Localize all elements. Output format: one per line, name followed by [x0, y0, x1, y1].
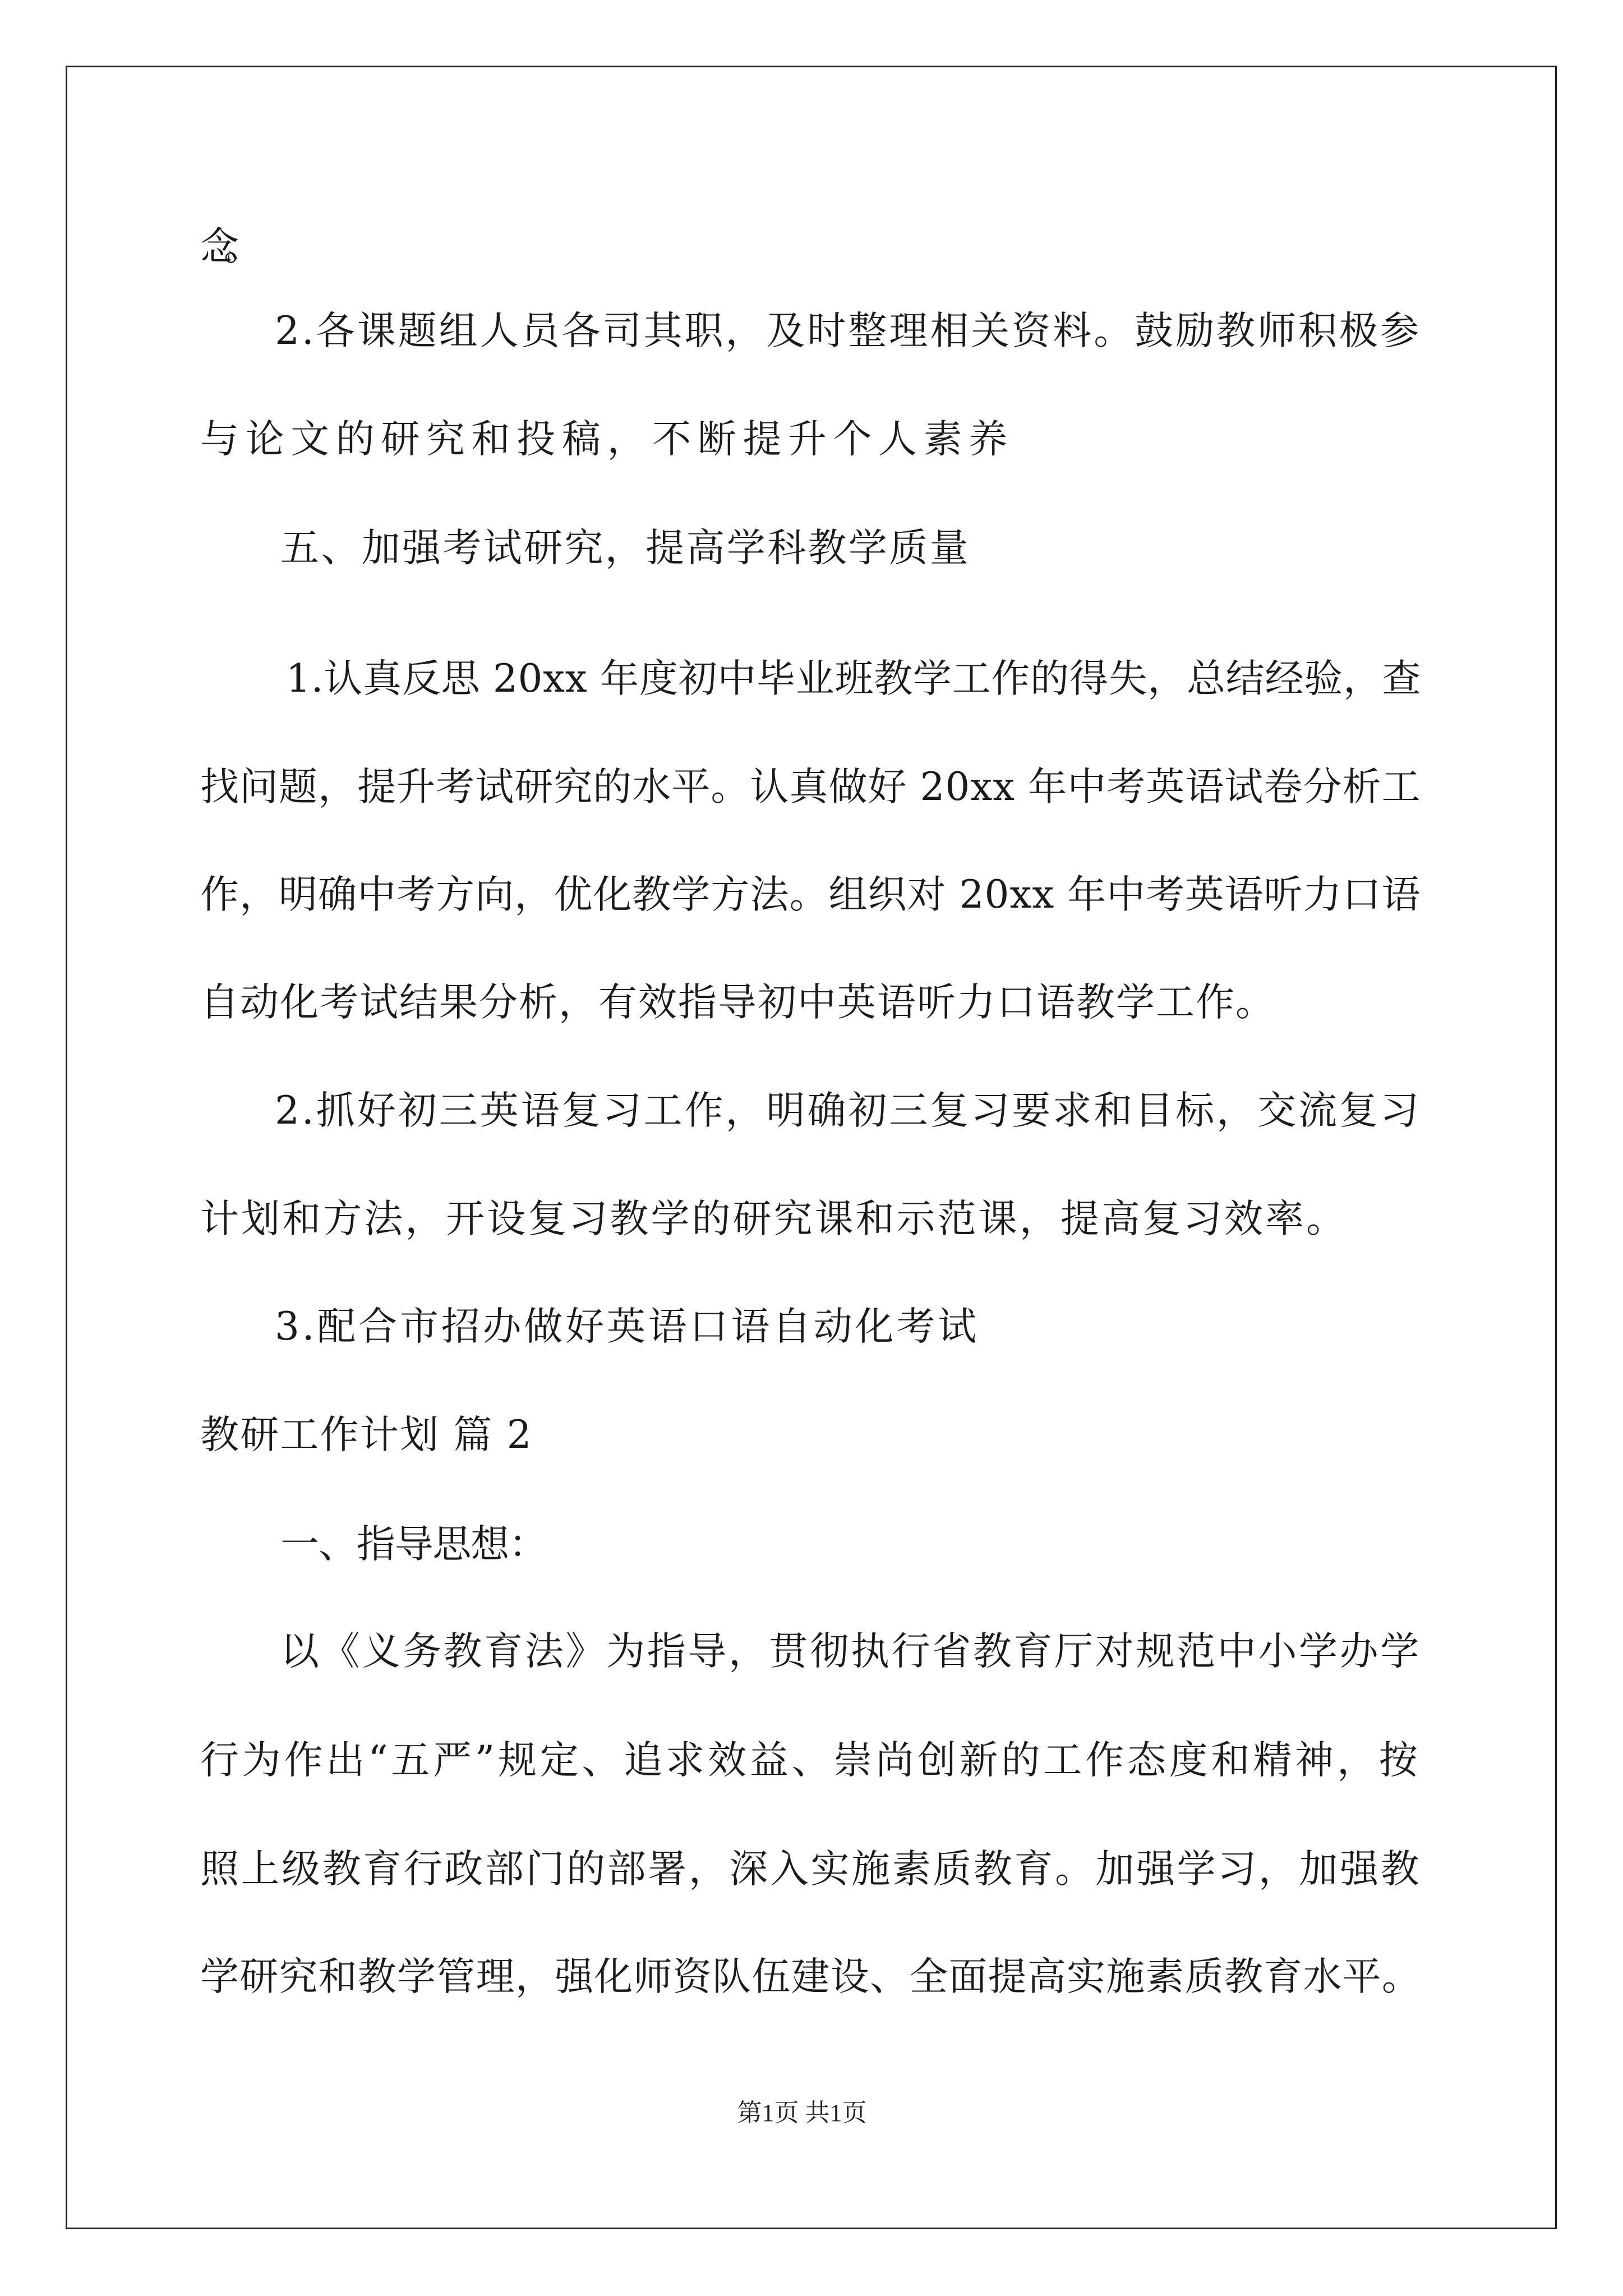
paragraph-line: 2.各课题组人员各司其职，及时整理相关资料。鼓励教师积极参: [275, 309, 1421, 353]
paragraph-line: 2.抓好初三英语复习工作，明确初三复习要求和目标，交流复习: [275, 1088, 1421, 1133]
paragraph-line: 与论文的研究和投稿，不断提升个人素养: [200, 417, 1014, 462]
paragraph-line: 自动化考试结果分析，有效指导初中英语听力口语教学工作。: [200, 980, 1275, 1025]
page-border: [66, 66, 1557, 2229]
section-heading: 五、加强考试研究，提高学科教学质量: [280, 526, 970, 570]
paragraph-line: 计划和方法，开设复习教学的研究课和示范课，提高复习效率。: [200, 1197, 1348, 1241]
paragraph-line: 行为作出“五严”规定、追求效益、崇尚创新的工作态度和精神，按: [200, 1738, 1421, 1783]
article-title: 教研工作计划 篇 2: [200, 1412, 533, 1457]
page-number-footer: 第1页 共1页: [737, 2099, 867, 2127]
paragraph-line: 照上级教育行政部门的部署，深入实施素质教育。加强学习，加强教: [200, 1847, 1422, 1892]
paragraph-line: 找问题，提升考试研究的水平。认真做好 20xx 年中考英语试卷分析工: [200, 765, 1421, 809]
paragraph-line: 念。: [200, 224, 247, 269]
paragraph-line: 3.配合市招办做好英语口语自动化考试: [275, 1304, 979, 1349]
paragraph-line: 作，明确中考方向，优化教学方法。组织对 20xx 年中考英语听力口语: [200, 872, 1421, 917]
paragraph-line: 学研究和教学管理，强化师资队伍建设、全面提高实施素质教育水平。: [200, 1954, 1422, 1999]
paragraph-line: 以《义务教育法》为指导，贯彻执行省教育厅对规范中小学办学: [280, 1629, 1421, 1674]
section-heading: 一、指导思想：: [280, 1522, 547, 1567]
paragraph-line: 1.认真反思 20xx 年度初中毕业班教学工作的得失，总结经验，查: [286, 656, 1422, 701]
